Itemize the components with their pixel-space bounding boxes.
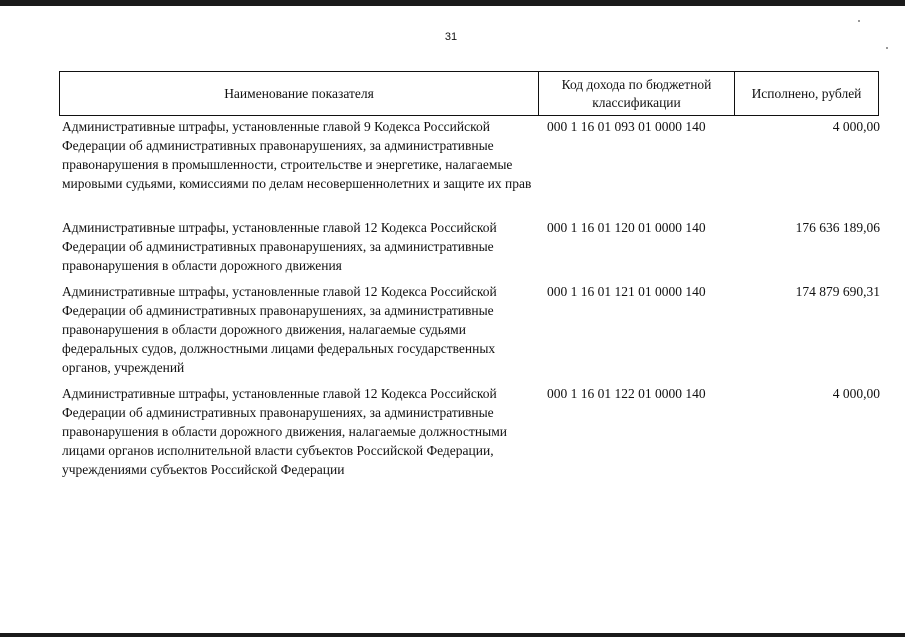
bottom-border-rule (0, 633, 905, 637)
row-budget-code: 000 1 16 01 093 01 0000 140 (547, 119, 706, 134)
row-indicator-name: Административные штрафы, установленные главой 12 Кодекса Российской Федерации об административных правонарушениях, за административные правонарушения в области дорожного движения, налагаемые судьями федеральных судов, должностными лицами федеральных государственных органов, учреждений (62, 284, 497, 375)
row-amount: 174 879 690,31 (795, 284, 880, 299)
scan-speck (886, 47, 888, 49)
header-amount-column: Исполнено, рублей (751, 85, 862, 101)
row-amount: 4 000,00 (832, 119, 880, 134)
top-border-rule (0, 0, 905, 6)
row-amount: 176 636 189,06 (795, 220, 880, 235)
page-number: 31 (444, 31, 458, 43)
header-code-column: Код дохода по бюджетной классификации (539, 72, 735, 115)
row-indicator-name: Административные штрафы, установленные главой 9 Кодекса Российской Федерации об административных правонарушениях, за административные правонарушения в промышленности, строительстве и энергетике, налагаемые мировыми судьями, комиссиями по делам несовершеннолетних и защите их прав (62, 119, 532, 191)
row-budget-code: 000 1 16 01 121 01 0000 140 (547, 284, 706, 299)
row-indicator-name: Административные штрафы, установленные главой 12 Кодекса Российской Федерации об административных правонарушениях, за административные правонарушения в области дорожного движения, налагаемые должностными лицами органов исполнительной власти субъектов Российской Федерации, учреждениями субъектов Российской Федерации (62, 386, 507, 477)
row-indicator-name: Административные штрафы, установленные главой 12 Кодекса Российской Федерации об административных правонарушениях, за административные правонарушения в области дорожного движения (62, 220, 497, 273)
scan-speck (858, 20, 860, 22)
row-budget-code: 000 1 16 01 122 01 0000 140 (547, 386, 706, 401)
header-name-column: Наименование показателя (60, 72, 539, 115)
row-amount: 4 000,00 (832, 386, 880, 401)
row-budget-code: 000 1 16 01 120 01 0000 140 (547, 220, 706, 235)
table-header (59, 71, 879, 116)
